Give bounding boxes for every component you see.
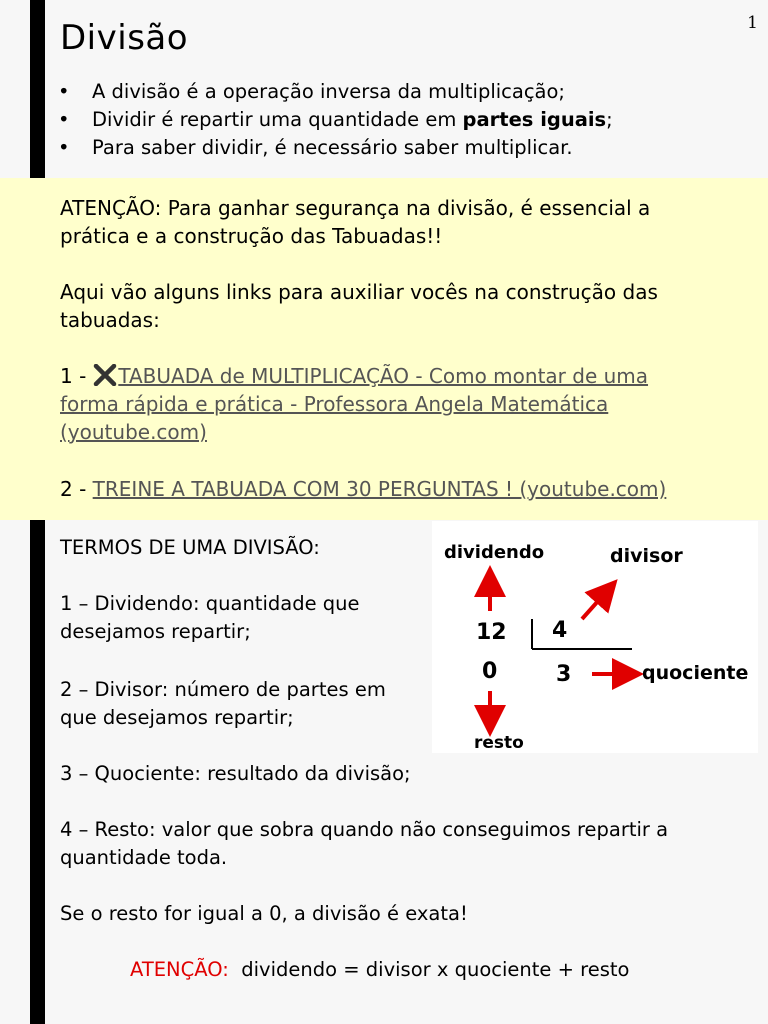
page-number: 1 bbox=[747, 13, 758, 33]
bullet-dot: • bbox=[58, 136, 70, 159]
bullet-item: • Dividir é repartir uma quantidade em partes iguais; bbox=[58, 106, 613, 134]
exact-division-note: Se o resto for igual a 0, a divisão é exata! bbox=[60, 902, 468, 925]
terms-heading: TERMOS DE UMA DIVISÃO: bbox=[60, 536, 320, 559]
term-divisor: 2 – Divisor: número de partes em que desejamos repartir; bbox=[60, 678, 386, 729]
divisor-label: divisor bbox=[610, 545, 683, 567]
bullet-dot: • bbox=[58, 108, 70, 131]
cross-mark-icon bbox=[92, 364, 118, 386]
term-quociente: 3 – Quociente: resultado da divisão; bbox=[60, 762, 411, 785]
attention-label: ATENÇÃO: bbox=[130, 958, 229, 981]
arrow-to-divisor bbox=[582, 591, 607, 619]
division-diagram bbox=[432, 521, 758, 753]
page-title: Divisão bbox=[60, 18, 189, 58]
quotient-value: 3 bbox=[556, 662, 572, 687]
link-2-number: 2 - bbox=[60, 477, 87, 501]
bullet-dot: • bbox=[58, 80, 70, 103]
remainder-value: 0 bbox=[482, 659, 498, 684]
quociente-label: quociente bbox=[642, 662, 749, 684]
dividendo-label: dividendo bbox=[444, 542, 545, 563]
bullet-item: • Para saber dividir, é necessário saber multiplicar. bbox=[58, 134, 613, 162]
attention-text: ATENÇÃO: Para ganhar segurança na divisão, é essencial a prática e a construção das Tabuadas!! bbox=[60, 196, 651, 248]
divisor-value: 4 bbox=[552, 618, 568, 643]
links-intro: Aqui vão alguns links para auxiliar vocês na construção das tabuadas: bbox=[60, 280, 658, 332]
bullet-list bbox=[58, 78, 613, 162]
link-2-treine-tabuada[interactable]: TREINE A TABUADA COM 30 PERGUNTAS ! (youtube.com) bbox=[92, 477, 667, 501]
link-1-number: 1 - bbox=[60, 364, 87, 388]
link-1-tabuada-multiplicacao-source[interactable]: (youtube.com) bbox=[60, 420, 207, 444]
term-resto: 4 – Resto: valor que sobra quando não conseguimos repartir a quantidade toda. bbox=[60, 818, 669, 869]
bold-emphasis: partes iguais bbox=[462, 108, 607, 131]
link-2-block bbox=[60, 475, 750, 503]
formula-line bbox=[130, 958, 629, 981]
dividend-value: 12 bbox=[476, 620, 507, 645]
bullet-item: • A divisão é a operação inversa da multiplicação; bbox=[58, 78, 613, 106]
term-dividendo: 1 – Dividendo: quantidade que desejamos repartir; bbox=[60, 592, 360, 643]
resto-label: resto bbox=[474, 733, 524, 753]
division-formula: dividendo = divisor x quociente + resto bbox=[241, 958, 630, 981]
link-1-tabuada-multiplicacao[interactable]: TABUADA de MULTIPLICAÇÃO - Como montar de uma bbox=[118, 364, 649, 388]
link-1-tabuada-multiplicacao-cont[interactable]: forma rápida e prática - Professora Angela Matemática bbox=[60, 392, 609, 416]
highlight-box bbox=[0, 178, 768, 520]
link-1-block bbox=[60, 362, 750, 446]
